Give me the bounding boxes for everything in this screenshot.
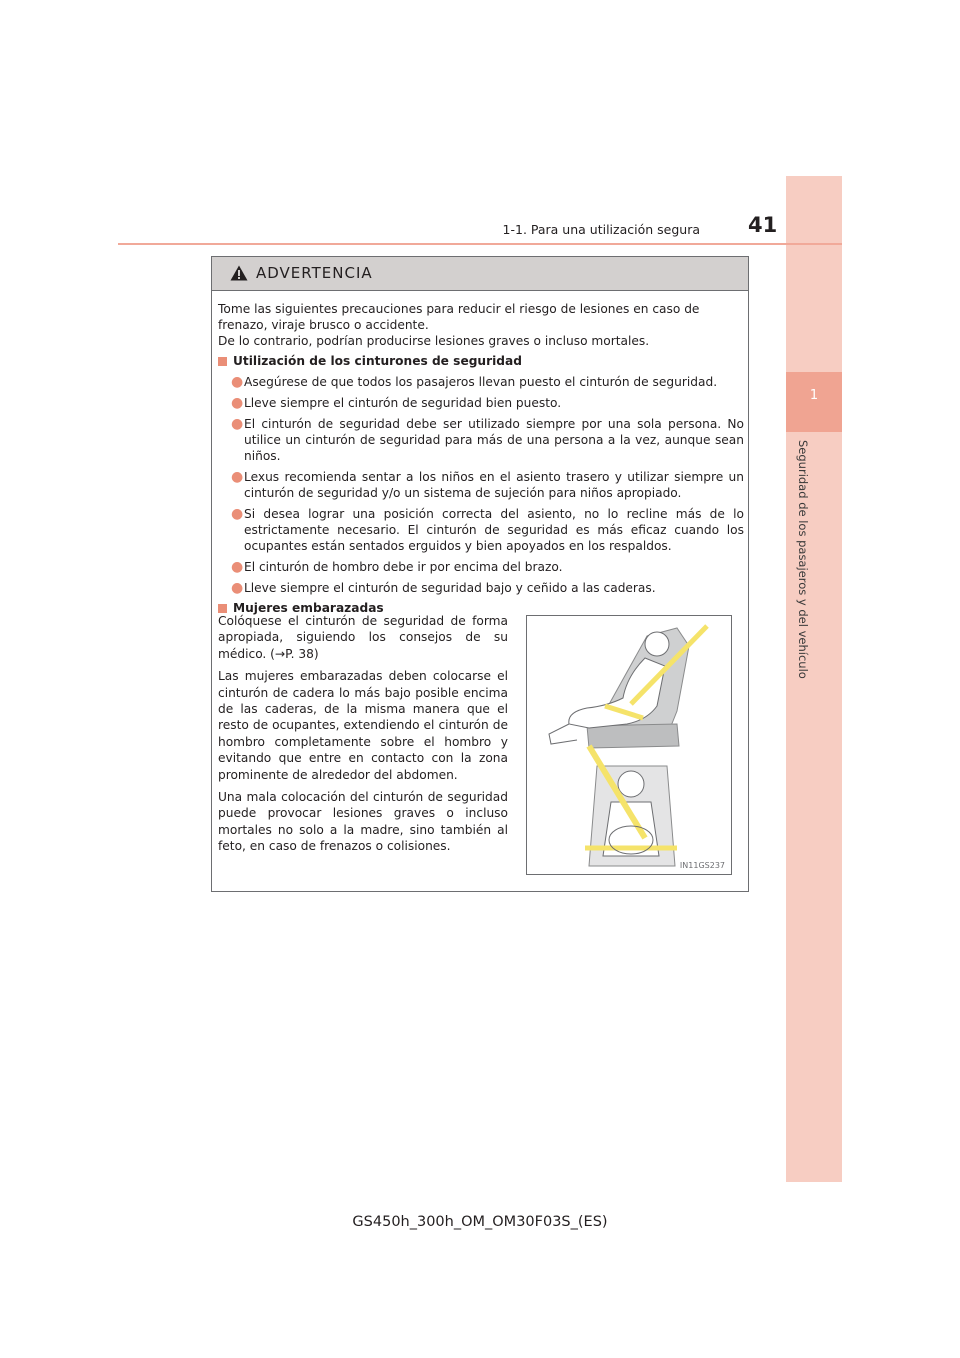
list-item: ● Si desea lograr una posición correcta del asiento, no lo recline más de lo estrictamente necesario. El cinturón de seguridad es más eficaz cuando los ocupantes están sentados erguidos y bien apoyados en los respaldos. [231,506,744,553]
circle-bullet-icon: ● [231,469,244,485]
list-item: ● Lleve siempre el cinturón de seguridad bien puesto. [231,395,562,411]
list-item: ● Asegúrese de que todos los pasajeros llevan puesto el cinturón de seguridad. [231,374,718,390]
circle-bullet-icon: ● [231,374,244,390]
footer-model-code: GS450h_300h_OM_OM30F03S_(ES) [352,1214,608,1230]
warning-intro-1: Tome las siguientes precauciones para reducir el riesgo de lesiones en caso de frenazo, viraje brusco o accidente. [218,302,700,332]
figure-code: IN11GS237 [679,861,725,870]
warning-header [212,257,748,291]
section-heading-seatbelts: Utilización de los cinturones de seguridad [218,353,744,369]
page-number: 41 [748,213,778,237]
circle-bullet-icon: ● [231,559,244,575]
warning-body [218,301,744,616]
circle-bullet-icon: ● [231,395,244,411]
list-item: ● Lleve siempre el cinturón de seguridad bajo y ceñido a las caderas. [231,580,656,596]
pregnant-paragraph-3: Una mala colocación del cinturón de seguridad puede provocar lesiones graves o incluso mortales no solo a la madre, sino también al feto, en caso de frenazos o colisiones. [218,790,508,854]
circle-bullet-icon: ● [231,580,244,596]
section-title: 1-1. Para una utilización segura [502,222,700,237]
circle-bullet-icon: ● [231,416,244,432]
pregnant-paragraph-1: Colóquese el cinturón de seguridad de forma apropiada, siguiendo los consejos de su médico. (→P. 38) [218,614,508,661]
warning-triangle-icon [230,265,248,281]
warning-box [211,256,749,892]
chapter-title: Seguridad de los pasajeros y del vehículo [796,440,810,679]
square-bullet-icon [218,357,227,366]
warning-intro-2: De lo contrario, podrían producirse lesiones graves o incluso mortales. [218,334,650,348]
seatbelt-illustration [526,615,732,875]
pregnant-paragraph-2: Las mujeres embarazadas deben colocarse el cinturón de cadera lo más bajo posible encima de las caderas, de la misma manera que el resto de ocupantes, extendiendo el cinturón de hombro completamente sobre el hombro y evitando que entre en contacto con la zona prominente de alrededor del abdomen. [218,669,508,782]
list-item: ● El cinturón de seguridad debe ser utilizado siempre por una sola persona. No utilice un cinturón de seguridad para más de una persona a la vez, aunque sean niños. [231,416,744,463]
warning-title: ADVERTENCIA [256,264,373,282]
chapter-tab [786,372,842,432]
pregnant-seatbelt-drawing [527,616,731,874]
pregnant-text [218,613,508,861]
header-rule [118,243,842,245]
circle-bullet-icon: ● [231,506,244,522]
list-item: ● Lexus recomienda sentar a los niños en el asiento trasero y utilizar siempre un cinturón de seguridad y/o un sistema de sujeción para niños apropiado. [231,469,744,500]
square-bullet-icon [218,604,227,613]
chapter-number: 1 [809,388,819,403]
list-item: ● El cinturón de hombro debe ir por encima del brazo. [231,559,563,575]
section-heading-pregnant: Mujeres embarazadas [218,600,744,616]
